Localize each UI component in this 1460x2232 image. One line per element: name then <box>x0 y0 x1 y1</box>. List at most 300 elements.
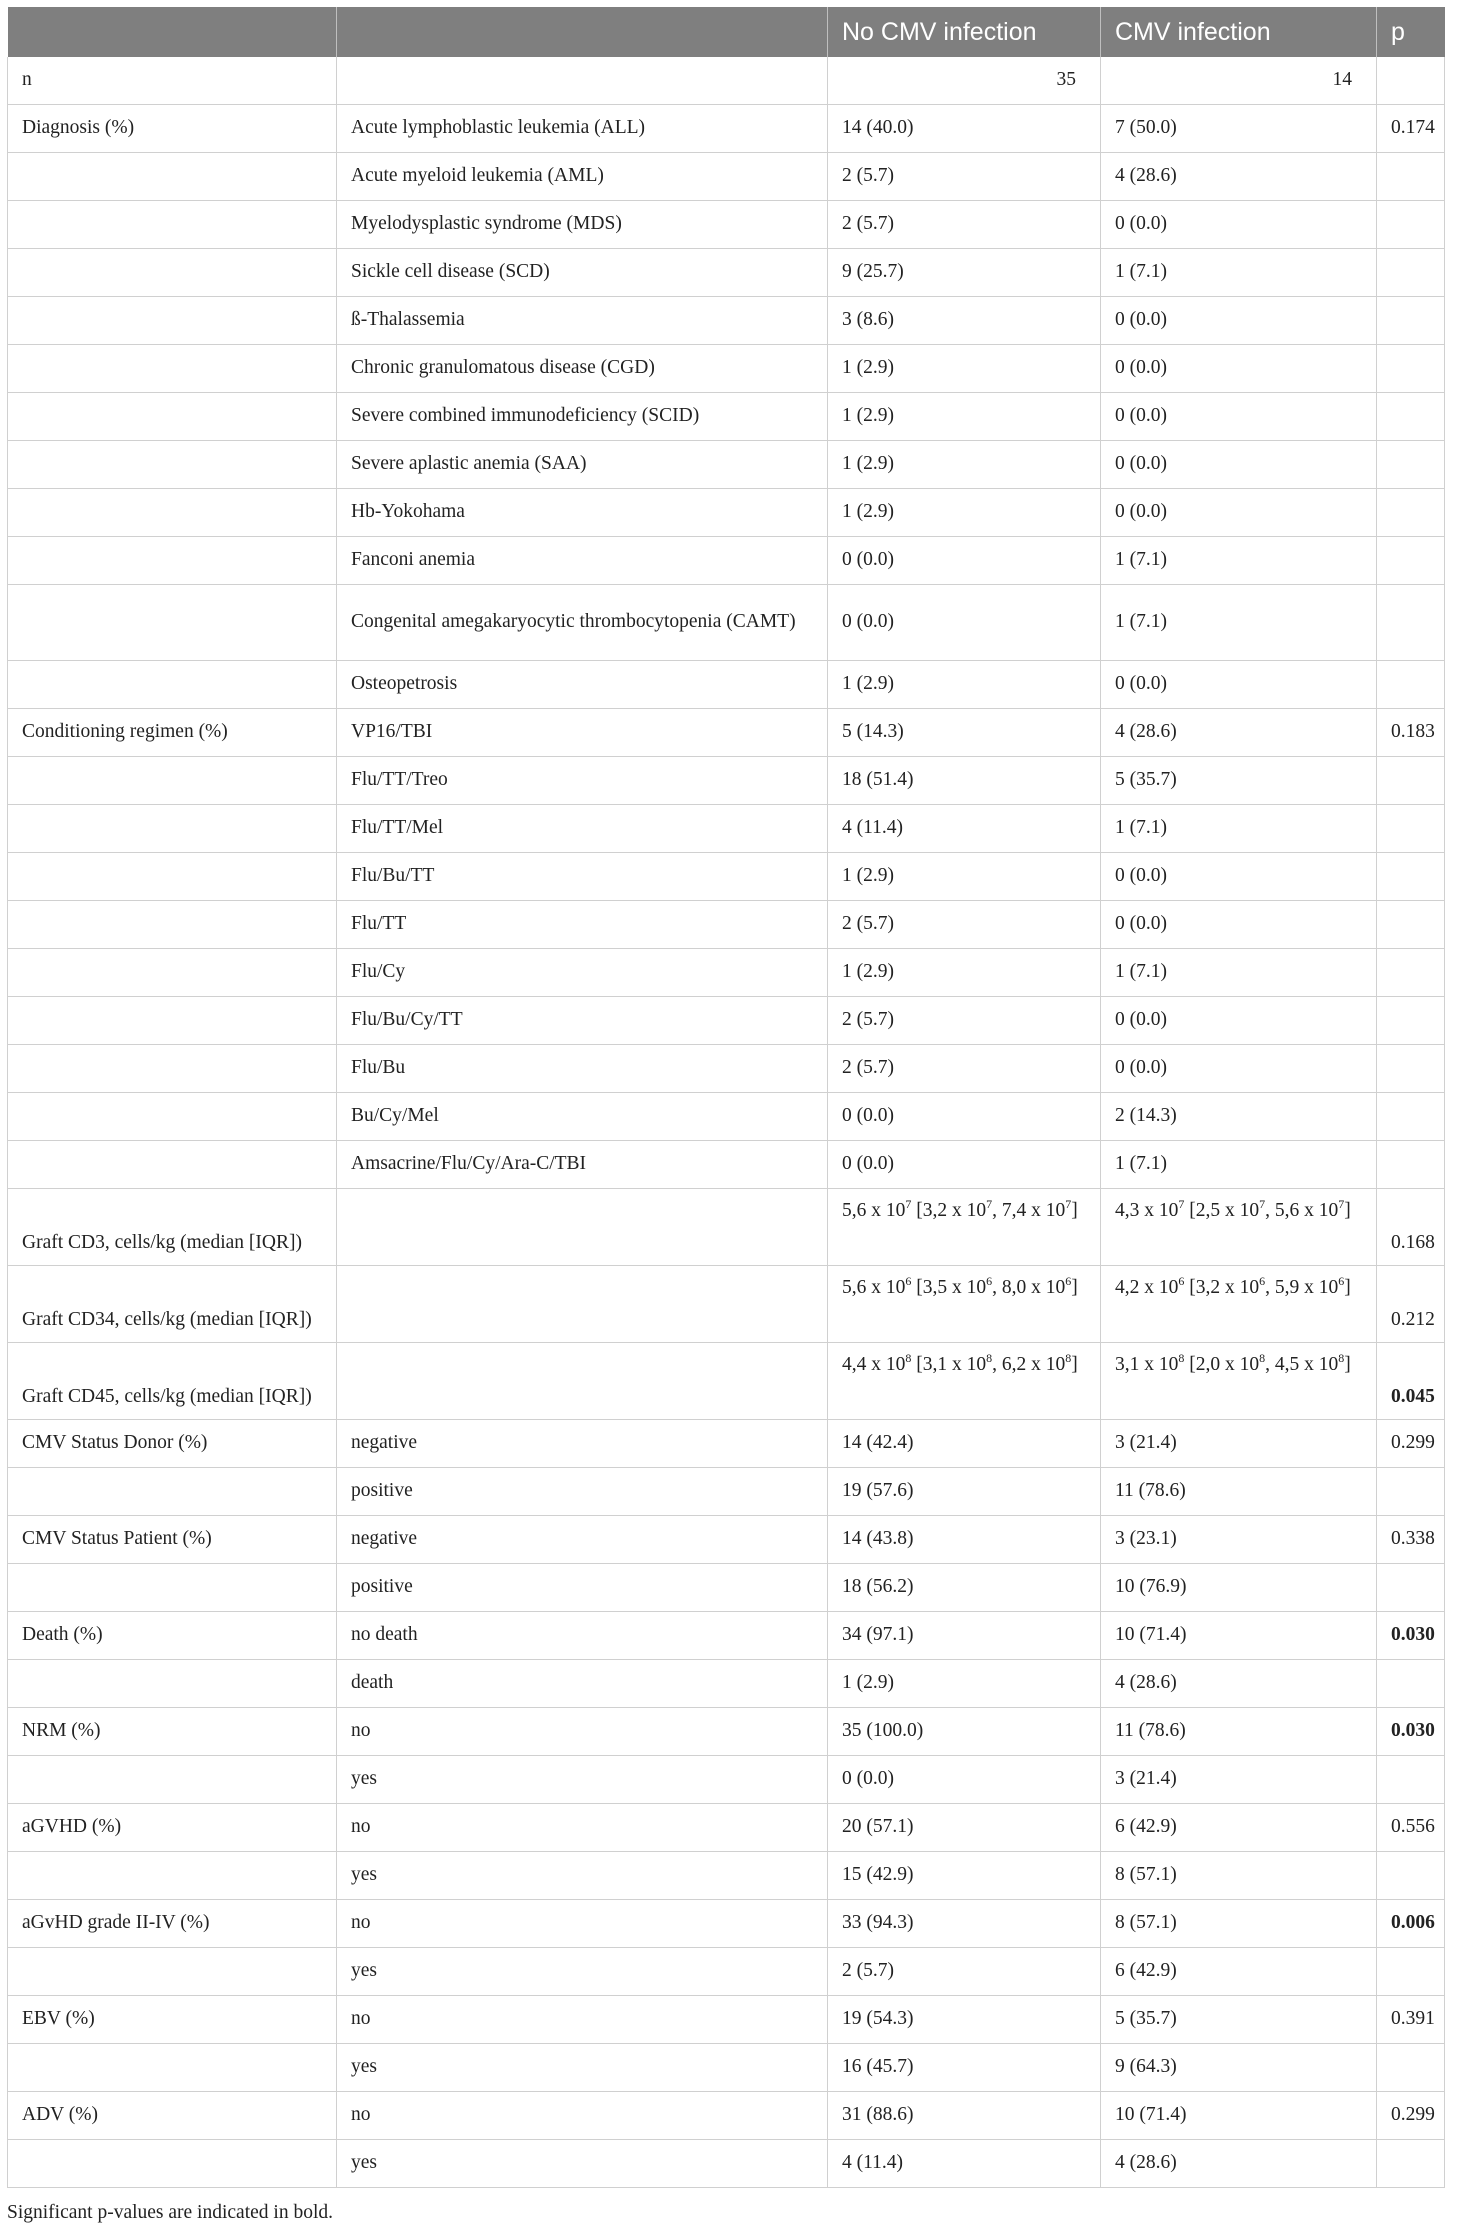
exponent: 8 <box>905 1351 912 1365</box>
row-subcategory: Myelodysplastic syndrome (MDS) <box>337 201 828 249</box>
row-no-cmv: 1 (2.9) <box>828 393 1101 441</box>
row-category <box>8 1045 337 1093</box>
row-p-value <box>1377 901 1445 949</box>
value-part: 5,6 x 10 <box>842 1277 906 1298</box>
exponent: 8 <box>1178 1351 1185 1365</box>
exponent: 7 <box>1065 1197 1072 1211</box>
p-value-text: 0.183 <box>1391 721 1435 743</box>
row-cmv <box>1101 1266 1377 1343</box>
row-subcategory: Congenital amegakaryocytic thrombocytopenia (CAMT) <box>337 585 828 661</box>
exponent: 8 <box>1338 1351 1345 1365</box>
row-cmv: 1 (7.1) <box>1101 949 1377 997</box>
value-part: , 4,5 x 10 <box>1265 1354 1339 1375</box>
row-category: aGVHD (%) <box>8 1804 337 1852</box>
row-no-cmv: 18 (56.2) <box>828 1564 1101 1612</box>
row-category: NRM (%) <box>8 1708 337 1756</box>
row-no-cmv <box>828 1189 1101 1266</box>
row-subcategory: no <box>337 1804 828 1852</box>
row-p-value <box>1377 393 1445 441</box>
p-value-text: 0.174 <box>1391 117 1435 139</box>
row-no-cmv: 31 (88.6) <box>828 2092 1101 2140</box>
row-category: ADV (%) <box>8 2092 337 2140</box>
p-value-text: 0.338 <box>1391 1528 1435 1550</box>
row-category: Death (%) <box>8 1612 337 1660</box>
row-category: CMV Status Patient (%) <box>8 1516 337 1564</box>
row-category <box>8 901 337 949</box>
row-subcategory: death <box>337 1660 828 1708</box>
table-row <box>8 1804 1445 1852</box>
row-subcategory: Osteopetrosis <box>337 661 828 709</box>
row-cmv <box>1101 1189 1377 1266</box>
row-p-value <box>1377 2140 1445 2188</box>
row-subcategory: Flu/Cy <box>337 949 828 997</box>
row-no-cmv: 15 (42.9) <box>828 1852 1101 1900</box>
p-value-text: 0.212 <box>1391 1308 1435 1330</box>
table-row <box>8 1516 1445 1564</box>
row-category <box>8 1093 337 1141</box>
value-part: ] <box>1344 1277 1351 1298</box>
row-p-value <box>1377 105 1445 153</box>
value-part: ] <box>1344 1200 1351 1221</box>
p-value-text: 0.299 <box>1391 2104 1435 2126</box>
row-no-cmv: 19 (57.6) <box>828 1468 1101 1516</box>
row-cmv: 4 (28.6) <box>1101 153 1377 201</box>
p-value-text: 0.030 <box>1391 1624 1435 1646</box>
row-category <box>8 949 337 997</box>
row-category <box>8 345 337 393</box>
table-row <box>8 2092 1445 2140</box>
table-row <box>8 249 1445 297</box>
table-row <box>8 441 1445 489</box>
table-row <box>8 1468 1445 1516</box>
row-cmv: 11 (78.6) <box>1101 1468 1377 1516</box>
row-no-cmv: 3 (8.6) <box>828 297 1101 345</box>
table-row <box>8 1708 1445 1756</box>
row-subcategory: Flu/TT <box>337 901 828 949</box>
exponent: 6 <box>1065 1274 1072 1288</box>
empty-cell <box>337 1266 828 1343</box>
table-row <box>8 345 1445 393</box>
value-part: ] <box>1344 1354 1351 1375</box>
row-category <box>8 757 337 805</box>
exponent: 6 <box>905 1274 912 1288</box>
row-category <box>8 1141 337 1189</box>
row-subcategory: Amsacrine/Flu/Cy/Ara-C/TBI <box>337 1141 828 1189</box>
row-subcategory: Severe combined immunodeficiency (SCID) <box>337 393 828 441</box>
table-row <box>8 1093 1445 1141</box>
header-no-cmv: No CMV infection <box>828 7 1101 57</box>
table-row <box>8 585 1445 661</box>
row-no-cmv: 14 (40.0) <box>828 105 1101 153</box>
row-category <box>8 201 337 249</box>
value-part: 4,2 x 10 <box>1115 1277 1179 1298</box>
row-category <box>8 585 337 661</box>
value-part: [2,0 x 10 <box>1184 1354 1260 1375</box>
row-category <box>8 249 337 297</box>
row-category <box>8 661 337 709</box>
table-row <box>8 1141 1445 1189</box>
row-cmv: 7 (50.0) <box>1101 105 1377 153</box>
row-subcategory: Hb-Yokohama <box>337 489 828 537</box>
row-subcategory: yes <box>337 1948 828 1996</box>
exponent: 7 <box>1178 1197 1185 1211</box>
p-value-text: 0.168 <box>1391 1231 1435 1253</box>
table-row <box>8 1900 1445 1948</box>
row-subcategory: Fanconi anemia <box>337 537 828 585</box>
table-row <box>8 489 1445 537</box>
n-cmv: 14 <box>1101 57 1377 105</box>
row-category <box>8 1564 337 1612</box>
value-part: [3,2 x 10 <box>911 1200 987 1221</box>
table-row <box>8 805 1445 853</box>
empty-cell <box>1377 57 1445 105</box>
row-p-value <box>1377 1093 1445 1141</box>
row-cmv: 10 (76.9) <box>1101 1564 1377 1612</box>
row-p-value <box>1377 297 1445 345</box>
row-subcategory: yes <box>337 2044 828 2092</box>
row-cmv: 5 (35.7) <box>1101 757 1377 805</box>
row-no-cmv: 35 (100.0) <box>828 1708 1101 1756</box>
table-row <box>8 1045 1445 1093</box>
row-cmv: 0 (0.0) <box>1101 201 1377 249</box>
row-p-value <box>1377 489 1445 537</box>
row-p-value <box>1377 1708 1445 1756</box>
value-part: ] <box>1071 1277 1078 1298</box>
row-no-cmv: 4 (11.4) <box>828 805 1101 853</box>
row-p-value <box>1377 1660 1445 1708</box>
table-row <box>8 661 1445 709</box>
row-subcategory: yes <box>337 1756 828 1804</box>
row-cmv: 8 (57.1) <box>1101 1900 1377 1948</box>
p-value-text: 0.299 <box>1391 1432 1435 1454</box>
header-cell <box>8 7 337 57</box>
row-no-cmv: 9 (25.7) <box>828 249 1101 297</box>
table-row <box>8 2140 1445 2188</box>
row-category: EBV (%) <box>8 1996 337 2044</box>
header-cell <box>337 7 828 57</box>
header-p: p <box>1377 7 1445 57</box>
row-subcategory: no <box>337 1708 828 1756</box>
row-p-value <box>1377 949 1445 997</box>
row-p-value <box>1377 1516 1445 1564</box>
row-subcategory: negative <box>337 1420 828 1468</box>
value-part: 4,4 x 10 <box>842 1354 906 1375</box>
row-category: Diagnosis (%) <box>8 105 337 153</box>
row-no-cmv: 1 (2.9) <box>828 661 1101 709</box>
row-p-value <box>1377 1420 1445 1468</box>
row-cmv: 0 (0.0) <box>1101 345 1377 393</box>
row-cmv: 1 (7.1) <box>1101 805 1377 853</box>
row-no-cmv: 1 (2.9) <box>828 441 1101 489</box>
row-cmv: 0 (0.0) <box>1101 853 1377 901</box>
row-cmv: 0 (0.0) <box>1101 901 1377 949</box>
row-category <box>8 1756 337 1804</box>
row-no-cmv: 0 (0.0) <box>828 1141 1101 1189</box>
row-no-cmv: 5 (14.3) <box>828 709 1101 757</box>
table-row <box>8 1266 1445 1343</box>
row-p-value <box>1377 1564 1445 1612</box>
table-row <box>8 1948 1445 1996</box>
table-row <box>8 949 1445 997</box>
row-subcategory: Severe aplastic anemia (SAA) <box>337 441 828 489</box>
row-cmv: 4 (28.6) <box>1101 709 1377 757</box>
table-row <box>8 1612 1445 1660</box>
row-cmv: 3 (21.4) <box>1101 1420 1377 1468</box>
row-subcategory: ß-Thalassemia <box>337 297 828 345</box>
row-subcategory: Sickle cell disease (SCD) <box>337 249 828 297</box>
exponent: 8 <box>1259 1351 1266 1365</box>
row-p-value <box>1377 441 1445 489</box>
row-subcategory: Flu/Bu/TT <box>337 853 828 901</box>
row-no-cmv: 2 (5.7) <box>828 201 1101 249</box>
row-category <box>8 441 337 489</box>
p-value-text: 0.391 <box>1391 2008 1435 2030</box>
row-no-cmv: 2 (5.7) <box>828 1948 1101 1996</box>
row-no-cmv: 2 (5.7) <box>828 901 1101 949</box>
exponent: 7 <box>1338 1197 1345 1211</box>
row-no-cmv <box>828 1343 1101 1420</box>
row-category <box>8 1948 337 1996</box>
row-cmv: 2 (14.3) <box>1101 1093 1377 1141</box>
row-no-cmv: 18 (51.4) <box>828 757 1101 805</box>
row-p-value <box>1377 853 1445 901</box>
row-p-value <box>1377 201 1445 249</box>
value-part: [2,5 x 10 <box>1184 1200 1260 1221</box>
exponent: 7 <box>986 1197 993 1211</box>
n-no-cmv: 35 <box>828 57 1101 105</box>
row-p-value <box>1377 2044 1445 2092</box>
header-cmv: CMV infection <box>1101 7 1377 57</box>
row-no-cmv: 2 (5.7) <box>828 997 1101 1045</box>
table-row <box>8 1343 1445 1420</box>
row-p-value <box>1377 249 1445 297</box>
row-cmv: 5 (35.7) <box>1101 1996 1377 2044</box>
row-no-cmv: 16 (45.7) <box>828 2044 1101 2092</box>
n-row <box>8 57 1445 105</box>
table-row <box>8 901 1445 949</box>
row-p-value <box>1377 661 1445 709</box>
p-value-text: 0.556 <box>1391 1816 1435 1838</box>
row-cmv: 0 (0.0) <box>1101 297 1377 345</box>
row-category <box>8 2044 337 2092</box>
row-category: aGvHD grade II-IV (%) <box>8 1900 337 1948</box>
empty-cell <box>337 57 828 105</box>
results-table <box>7 7 1445 2188</box>
table-row <box>8 1756 1445 1804</box>
row-subcategory: Acute myeloid leukemia (AML) <box>337 153 828 201</box>
row-p-value <box>1377 1189 1445 1266</box>
header-row <box>8 7 1445 57</box>
value-part: , 6,2 x 10 <box>992 1354 1066 1375</box>
exponent: 7 <box>1259 1197 1266 1211</box>
row-category <box>8 537 337 585</box>
exponent: 8 <box>1065 1351 1072 1365</box>
row-p-value <box>1377 709 1445 757</box>
row-cmv: 0 (0.0) <box>1101 997 1377 1045</box>
row-subcategory: Flu/Bu/Cy/TT <box>337 997 828 1045</box>
row-cmv <box>1101 1343 1377 1420</box>
table-row <box>8 201 1445 249</box>
row-category <box>8 393 337 441</box>
value-part: , 5,6 x 10 <box>1265 1200 1339 1221</box>
row-p-value <box>1377 757 1445 805</box>
row-cmv: 4 (28.6) <box>1101 1660 1377 1708</box>
p-value-text: 0.030 <box>1391 1720 1435 1742</box>
row-p-value <box>1377 2092 1445 2140</box>
table-figure <box>7 7 1453 2224</box>
row-cmv: 3 (23.1) <box>1101 1516 1377 1564</box>
table-row <box>8 709 1445 757</box>
row-category <box>8 1852 337 1900</box>
row-no-cmv: 1 (2.9) <box>828 345 1101 393</box>
exponent: 6 <box>986 1274 993 1288</box>
row-p-value <box>1377 1266 1445 1343</box>
n-label: n <box>8 57 337 105</box>
row-category: Graft CD3, cells/kg (median [IQR]) <box>8 1189 337 1266</box>
row-cmv: 1 (7.1) <box>1101 537 1377 585</box>
row-cmv: 6 (42.9) <box>1101 1804 1377 1852</box>
value-part: ] <box>1071 1200 1078 1221</box>
row-p-value <box>1377 1141 1445 1189</box>
value-part: , 8,0 x 10 <box>992 1277 1066 1298</box>
row-cmv: 0 (0.0) <box>1101 1045 1377 1093</box>
row-p-value <box>1377 997 1445 1045</box>
table-row <box>8 1996 1445 2044</box>
row-category <box>8 489 337 537</box>
empty-cell <box>337 1189 828 1266</box>
row-category <box>8 297 337 345</box>
row-subcategory: Flu/Bu <box>337 1045 828 1093</box>
empty-cell <box>337 1343 828 1420</box>
exponent: 6 <box>1338 1274 1345 1288</box>
value-part: 4,3 x 10 <box>1115 1200 1179 1221</box>
row-p-value <box>1377 1468 1445 1516</box>
row-no-cmv: 33 (94.3) <box>828 1900 1101 1948</box>
row-cmv: 4 (28.6) <box>1101 2140 1377 2188</box>
row-category <box>8 1660 337 1708</box>
row-no-cmv: 1 (2.9) <box>828 853 1101 901</box>
value-part: [3,2 x 10 <box>1184 1277 1260 1298</box>
row-p-value <box>1377 1948 1445 1996</box>
row-subcategory: yes <box>337 2140 828 2188</box>
row-p-value <box>1377 1900 1445 1948</box>
row-subcategory: Chronic granulomatous disease (CGD) <box>337 345 828 393</box>
row-category <box>8 997 337 1045</box>
exponent: 7 <box>905 1197 912 1211</box>
row-category <box>8 1468 337 1516</box>
row-p-value <box>1377 1612 1445 1660</box>
row-p-value <box>1377 805 1445 853</box>
row-cmv: 11 (78.6) <box>1101 1708 1377 1756</box>
value-part: , 5,9 x 10 <box>1265 1277 1339 1298</box>
row-category: Graft CD45, cells/kg (median [IQR]) <box>8 1343 337 1420</box>
row-cmv: 3 (21.4) <box>1101 1756 1377 1804</box>
row-cmv: 0 (0.0) <box>1101 489 1377 537</box>
table-row <box>8 997 1445 1045</box>
value-part: ] <box>1071 1354 1078 1375</box>
row-p-value <box>1377 585 1445 661</box>
table-row <box>8 1420 1445 1468</box>
row-no-cmv: 20 (57.1) <box>828 1804 1101 1852</box>
row-cmv: 0 (0.0) <box>1101 393 1377 441</box>
table-row <box>8 1660 1445 1708</box>
exponent: 6 <box>1178 1274 1185 1288</box>
row-cmv: 0 (0.0) <box>1101 441 1377 489</box>
row-no-cmv: 0 (0.0) <box>828 1093 1101 1141</box>
row-no-cmv: 14 (42.4) <box>828 1420 1101 1468</box>
row-p-value <box>1377 1996 1445 2044</box>
row-category: CMV Status Donor (%) <box>8 1420 337 1468</box>
row-subcategory: negative <box>337 1516 828 1564</box>
row-cmv: 10 (71.4) <box>1101 1612 1377 1660</box>
table-row <box>8 1564 1445 1612</box>
table-row <box>8 853 1445 901</box>
row-category: Conditioning regimen (%) <box>8 709 337 757</box>
row-p-value <box>1377 1045 1445 1093</box>
footnote: Significant p-values are indicated in bold. <box>7 2202 333 2223</box>
row-category <box>8 853 337 901</box>
row-no-cmv: 34 (97.1) <box>828 1612 1101 1660</box>
row-subcategory: positive <box>337 1564 828 1612</box>
row-subcategory: positive <box>337 1468 828 1516</box>
row-p-value <box>1377 1852 1445 1900</box>
row-category <box>8 2140 337 2188</box>
row-p-value <box>1377 1343 1445 1420</box>
table-row <box>8 297 1445 345</box>
value-part: [3,5 x 10 <box>911 1277 987 1298</box>
row-cmv: 8 (57.1) <box>1101 1852 1377 1900</box>
row-no-cmv: 1 (2.9) <box>828 1660 1101 1708</box>
row-cmv: 6 (42.9) <box>1101 1948 1377 1996</box>
row-cmv: 10 (71.4) <box>1101 2092 1377 2140</box>
row-subcategory: Acute lymphoblastic leukemia (ALL) <box>337 105 828 153</box>
exponent: 6 <box>1259 1274 1266 1288</box>
row-no-cmv: 1 (2.9) <box>828 949 1101 997</box>
row-subcategory: Bu/Cy/Mel <box>337 1093 828 1141</box>
row-p-value <box>1377 1804 1445 1852</box>
row-subcategory: no <box>337 2092 828 2140</box>
row-no-cmv: 0 (0.0) <box>828 1756 1101 1804</box>
row-p-value <box>1377 537 1445 585</box>
row-subcategory: yes <box>337 1852 828 1900</box>
value-part: 3,1 x 10 <box>1115 1354 1179 1375</box>
value-part: 5,6 x 10 <box>842 1200 906 1221</box>
row-subcategory: no death <box>337 1612 828 1660</box>
row-cmv: 0 (0.0) <box>1101 661 1377 709</box>
row-subcategory: Flu/TT/Treo <box>337 757 828 805</box>
exponent: 8 <box>986 1351 993 1365</box>
row-no-cmv: 1 (2.9) <box>828 489 1101 537</box>
row-no-cmv: 0 (0.0) <box>828 585 1101 661</box>
value-part: , 7,4 x 10 <box>992 1200 1066 1221</box>
row-subcategory: Flu/TT/Mel <box>337 805 828 853</box>
row-no-cmv <box>828 1266 1101 1343</box>
row-cmv: 1 (7.1) <box>1101 249 1377 297</box>
row-no-cmv: 4 (11.4) <box>828 2140 1101 2188</box>
table-row <box>8 2044 1445 2092</box>
row-no-cmv: 0 (0.0) <box>828 537 1101 585</box>
row-subcategory: no <box>337 1996 828 2044</box>
row-p-value <box>1377 345 1445 393</box>
table-row <box>8 537 1445 585</box>
row-subcategory: no <box>337 1900 828 1948</box>
value-part: [3,1 x 10 <box>911 1354 987 1375</box>
table-row <box>8 757 1445 805</box>
row-category: Graft CD34, cells/kg (median [IQR]) <box>8 1266 337 1343</box>
p-value-text: 0.045 <box>1391 1385 1435 1407</box>
row-no-cmv: 2 (5.7) <box>828 153 1101 201</box>
row-category <box>8 805 337 853</box>
